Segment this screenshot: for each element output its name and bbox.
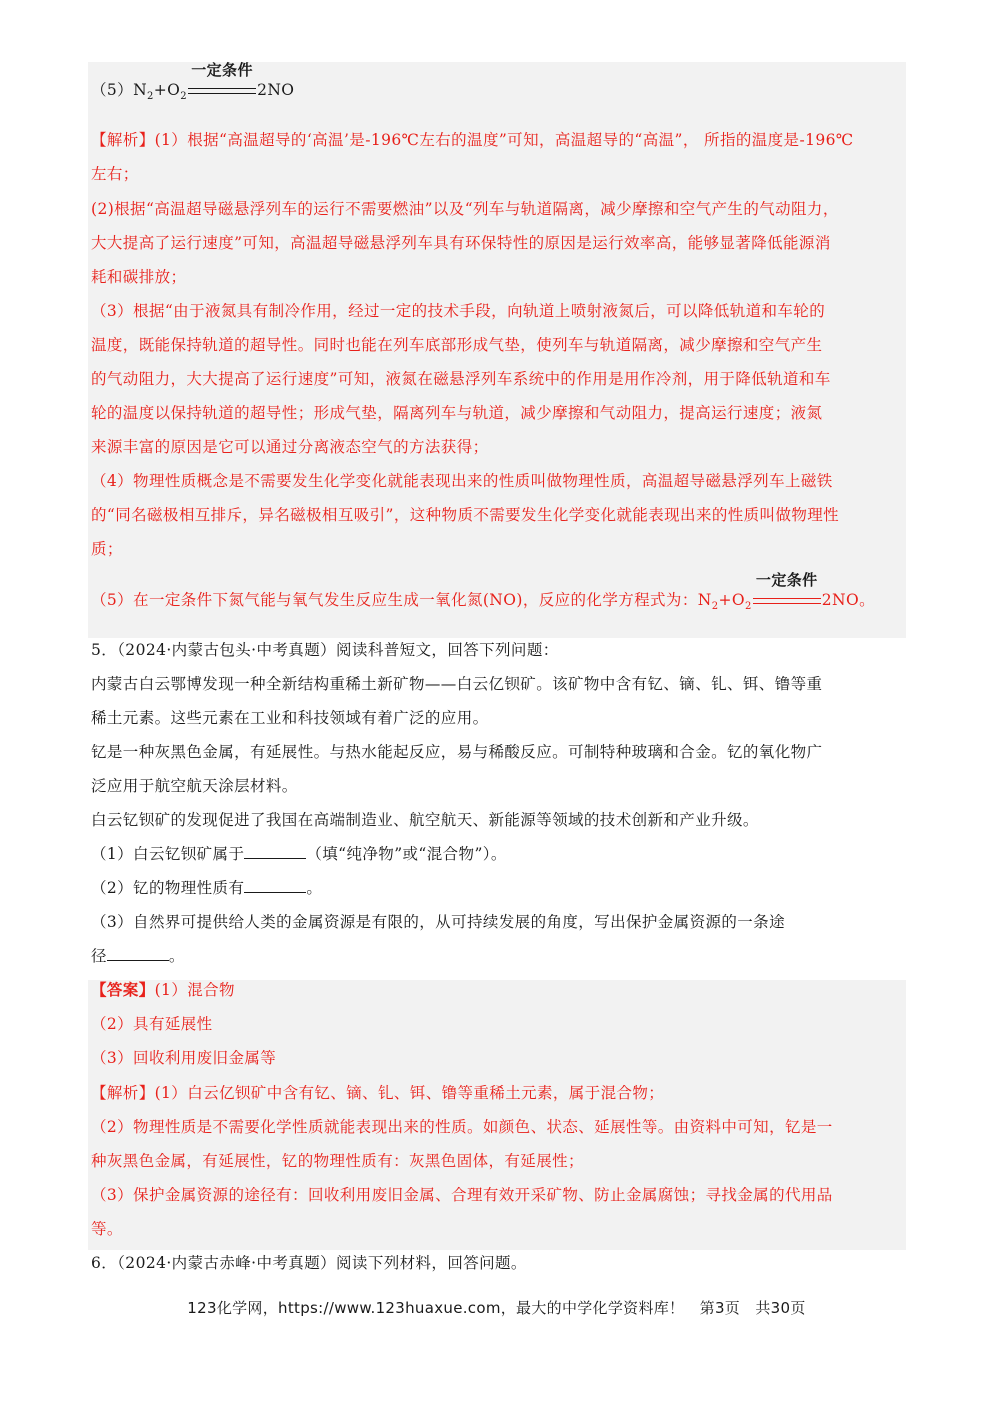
answer-text: 【答案】(1）混合物 [91,980,235,999]
analysis-text: （3）根据“由于液氮具有制冷作用，经过一定的技术手段，向轨道上喷射液氮后，可以降低轨道和车轮的 [91,302,826,320]
analysis-text: （2）物理性质是不需要化学性质就能表现出来的性质。如颜色、状态、延展性等。由资料中可知，钇是一 [91,1118,833,1136]
passage-text: 白云钇钡矿的发现促进了我国在高端制造业、航空航天、新能源等领域的技术创新和产业升级。 [91,811,759,829]
answer-text: （2）具有延展性 [91,1015,213,1033]
analysis-text: 【解析】(1）白云亿钡矿中含有钇、镝、钆、铒、镥等重稀土元素，属于混合物； [91,1084,665,1102]
sub-question-1: （1）白云钇钡矿属于 （填“纯净物”或“混合物”）。 [91,845,507,863]
analysis-text: 的气动阻力，大大提高了运行速度”可知，液氮在磁悬浮列车系统中的作用是用作冷剂，用于降低轨道和车 [91,370,831,388]
answer-blank[interactable] [244,878,306,893]
analysis-text: 耗和碳排放； [91,268,187,286]
sub-question-2: （2）钇的物理性质有 。 [91,879,323,897]
analysis-text: 等。 [91,1220,123,1238]
analysis-text: 【解析】(1）根据“高温超导的‘高温’是-196℃左右的温度”可知，高温超导的“高温”， 所指的温度是-196℃ [91,131,854,149]
reaction-arrow: 一定条件 [187,80,257,100]
analysis-text: 来源丰富的原因是它可以通过分离液态空气的方法获得； [91,438,489,456]
reaction-arrow: 一定条件 [752,590,822,610]
analysis-text: (2)根据“高温超导磁悬浮列车的运行不需要燃油”以及“列车与轨道隔离，减少摩擦和空气产生的气动阻力， [91,200,839,218]
answer-blank[interactable] [244,844,306,859]
passage-text: 内蒙古白云鄂博发现一种全新结构重稀土新矿物——白云亿钡矿。该矿物中含有钇、镝、钆、铒、镥等重 [91,675,823,693]
analysis-text: 大大提高了运行速度”可知，高温超导磁悬浮列车具有环保特性的原因是运行效率高，能够显著降低能源消 [91,234,831,252]
page-footer: 123化学网，https://www.123huaxue.com，最大的中学化学资料库！ 第3页 共30页 [187,1299,806,1317]
answer-blank[interactable] [107,946,169,961]
passage-text: 钇是一种灰黑色金属，有延展性。与热水能起反应，易与稀酸反应。可制特种玻璃和合金。钇的氧化物广 [91,743,823,761]
analysis-text: （4）物理性质概念是不需要发生化学变化就能表现出来的性质叫做物理性质，高温超导磁悬浮列车上磁铁 [91,472,833,490]
analysis-text: 质； [91,540,123,558]
analysis-equation-line: （5）在一定条件下氮气能与氧气发生反应生成一氧化氮(NO)，反应的化学方程式为：$N_2+O_2$ 一定条件 2NO。 [91,571,875,613]
equation-line-top: $(5)N_2+O_2$ 一定条件 2NO [91,61,295,103]
answer-text: （3）回收利用废旧金属等 [91,1049,277,1067]
analysis-text: 左右； [91,165,139,183]
analysis-text: 轮的温度以保持轨道的超导性；形成气垫，隔离列车与轨道，减少摩擦和气动阻力，提高运行速度；液氮 [91,404,823,422]
analysis-text: 的“同名磁极相互排斥，异名磁极相互吸引”，这种物质不需要发生化学变化就能表现出来的性质叫做物理性 [91,506,840,524]
passage-text: 泛应用于航空航天涂层材料。 [91,777,298,795]
question-title: 6．（2024·内蒙古赤峰·中考真题）阅读下列材料，回答问题。 [91,1254,527,1272]
analysis-text: 温度，既能保持轨道的超导性。同时也能在列车底部形成气垫，使列车与轨道隔离，减少摩擦和空气产生 [91,336,823,354]
passage-text: 稀土元素。这些元素在工业和科技领域有着广泛的应用。 [91,709,489,727]
analysis-text: 种灰黑色金属，有延展性，钇的物理性质有：灰黑色固体，有延展性； [91,1152,584,1170]
sub-question-3-cont: 径 。 [91,947,185,965]
question-title: 5．（2024·内蒙古包头·中考真题）阅读科普短文，回答下列问题： [91,641,559,659]
sub-question-3: （3）自然界可提供给人类的金属资源是有限的，从可持续发展的角度，写出保护金属资源的一条途 [91,913,785,931]
analysis-text: （3）保护金属资源的途径有：回收利用废旧金属、合理有效开采矿物、防止金属腐蚀；寻找金属的代用品 [91,1186,833,1204]
